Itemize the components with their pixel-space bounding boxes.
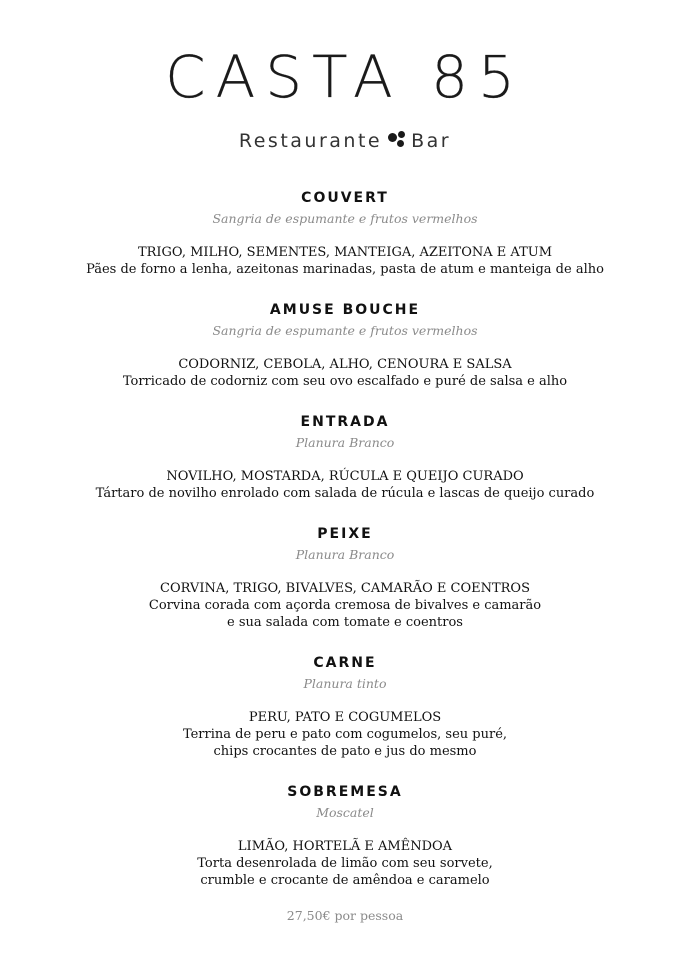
dish: [0, 709, 690, 760]
dish-description: Pães de forno a lenha, azeitonas marinadas, pasta de atum e manteiga de alho: [86, 262, 604, 277]
dish: [0, 468, 690, 502]
wine-pairing: Planura Branco: [295, 547, 395, 562]
dish-name: PERU, PATO E COGUMELOS: [248, 710, 442, 725]
dish-name: LIMÃO, HORTELÃ E AMÊNDOA: [237, 839, 453, 854]
course-title: CARNE: [313, 655, 377, 671]
course-title: COUVERT: [301, 190, 389, 206]
three-dots-icon: [384, 129, 410, 149]
dish-description-line-1: Torta desenrolada de limão com seu sorvete,: [197, 856, 493, 871]
course-couvert: [0, 186, 690, 298]
subtitle-restaurante: Restaurante: [238, 130, 383, 152]
dish-description-line-2: e sua salada com tomate e coentros: [227, 615, 463, 630]
wine-pairing: Sangria de espumante e frutos vermelhos: [212, 211, 478, 226]
dish-description-line-2: crumble e crocante de amêndoa e caramelo: [200, 873, 490, 888]
subtitle-bar: Bar: [411, 130, 452, 152]
dish-description-line-2: chips crocantes de pato e jus do mesmo: [213, 744, 477, 759]
price-per-person: 27,50€ por pessoa: [286, 908, 404, 923]
wine-pairing: Planura Branco: [295, 435, 395, 450]
restaurant-name: CASTA 85: [165, 43, 525, 111]
dish: [0, 838, 690, 889]
course-amuse-bouche: [0, 298, 690, 410]
dish-description: Torricado de codorniz com seu ovo escalfado e puré de salsa e alho: [122, 374, 568, 389]
wine-pairing: Moscatel: [316, 805, 374, 820]
wine-pairing: Planura tinto: [303, 676, 387, 691]
dish: [0, 580, 690, 631]
dish: [0, 356, 690, 390]
course-title: ENTRADA: [300, 414, 390, 430]
course-title: AMUSE BOUCHE: [269, 302, 421, 318]
dish-description-line-1: Terrina de peru e pato com cogumelos, seu puré,: [182, 727, 508, 742]
dish-name: CORVINA, TRIGO, BIVALVES, CAMARÃO E COENTROS: [160, 581, 530, 596]
restaurant-subtitle: [0, 128, 690, 154]
dish-name: NOVILHO, MOSTARDA, RÚCULA E QUEIJO CURADO: [166, 469, 524, 484]
dish-description-line-1: Corvina corada com açorda cremosa de bivalves e camarão: [148, 598, 542, 613]
dish-name: CODORNIZ, CEBOLA, ALHO, CENOURA E SALSA: [178, 357, 512, 372]
dish-name: TRIGO, MILHO, SEMENTES, MANTEIGA, AZEITONA E ATUM: [137, 245, 553, 260]
course-peixe: [0, 522, 690, 651]
course-title: SOBREMESA: [287, 784, 403, 800]
dish-description: Tártaro de novilho enrolado com salada de rúcula e lascas de queijo curado: [95, 486, 595, 501]
course-title: PEIXE: [317, 526, 373, 542]
wine-pairing: Sangria de espumante e frutos vermelhos: [212, 323, 478, 338]
course-sobremesa: [0, 780, 690, 889]
course-entrada: [0, 410, 690, 522]
dish: [0, 244, 690, 278]
tasting-menu: [0, 186, 690, 925]
course-carne: [0, 651, 690, 780]
